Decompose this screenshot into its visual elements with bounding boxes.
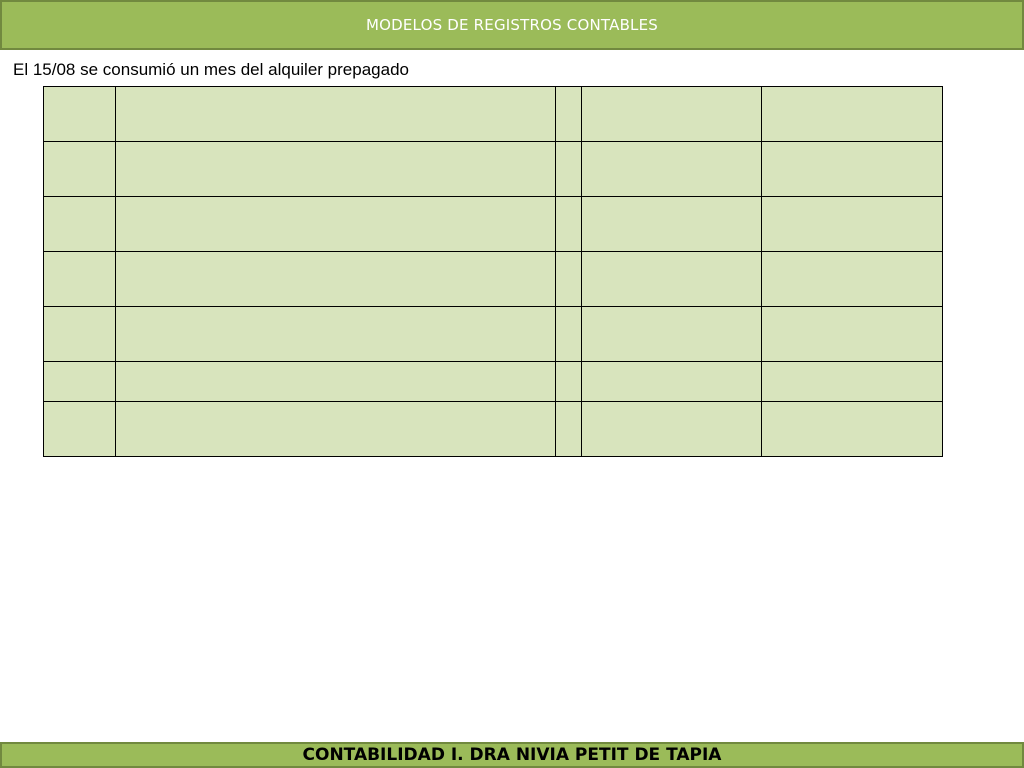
credit-cell[interactable] <box>762 142 943 197</box>
page-title: MODELOS DE REGISTROS CONTABLES <box>365 16 659 34</box>
account-cell[interactable] <box>116 252 556 307</box>
ref-cell[interactable] <box>556 402 582 457</box>
account-cell[interactable] <box>116 87 556 142</box>
date-cell[interactable] <box>44 142 116 197</box>
transaction-statement: El 15/08 se consumió un mes del alquiler prepagado <box>13 60 409 79</box>
ref-cell[interactable] <box>556 142 582 197</box>
table-row <box>44 87 943 142</box>
ledger-table <box>43 86 943 457</box>
footer-title: CONTABILIDAD I. DRA NIVIA PETIT DE TAPIA <box>302 745 722 765</box>
credit-cell[interactable] <box>762 362 943 402</box>
date-cell[interactable] <box>44 197 116 252</box>
date-cell[interactable] <box>44 307 116 362</box>
table-row <box>44 252 943 307</box>
table-row <box>44 307 943 362</box>
credit-cell[interactable] <box>762 252 943 307</box>
account-cell[interactable] <box>116 307 556 362</box>
date-cell[interactable] <box>44 252 116 307</box>
ref-cell[interactable] <box>556 87 582 142</box>
table-row <box>44 362 943 402</box>
table-row <box>44 402 943 457</box>
credit-cell[interactable] <box>762 307 943 362</box>
ref-cell[interactable] <box>556 252 582 307</box>
account-cell[interactable] <box>116 362 556 402</box>
credit-cell[interactable] <box>762 197 943 252</box>
debit-cell[interactable] <box>582 197 762 252</box>
table-row <box>44 197 943 252</box>
account-cell[interactable] <box>116 402 556 457</box>
debit-cell[interactable] <box>582 307 762 362</box>
footer-bar <box>0 742 1024 768</box>
credit-cell[interactable] <box>762 402 943 457</box>
date-cell[interactable] <box>44 87 116 142</box>
account-cell[interactable] <box>116 142 556 197</box>
debit-cell[interactable] <box>582 362 762 402</box>
ref-cell[interactable] <box>556 197 582 252</box>
ref-cell[interactable] <box>556 362 582 402</box>
date-cell[interactable] <box>44 362 116 402</box>
debit-cell[interactable] <box>582 252 762 307</box>
date-cell[interactable] <box>44 402 116 457</box>
table-row <box>44 142 943 197</box>
credit-cell[interactable] <box>762 87 943 142</box>
debit-cell[interactable] <box>582 402 762 457</box>
account-cell[interactable] <box>116 197 556 252</box>
header-bar <box>0 0 1024 50</box>
debit-cell[interactable] <box>582 142 762 197</box>
ref-cell[interactable] <box>556 307 582 362</box>
debit-cell[interactable] <box>582 87 762 142</box>
